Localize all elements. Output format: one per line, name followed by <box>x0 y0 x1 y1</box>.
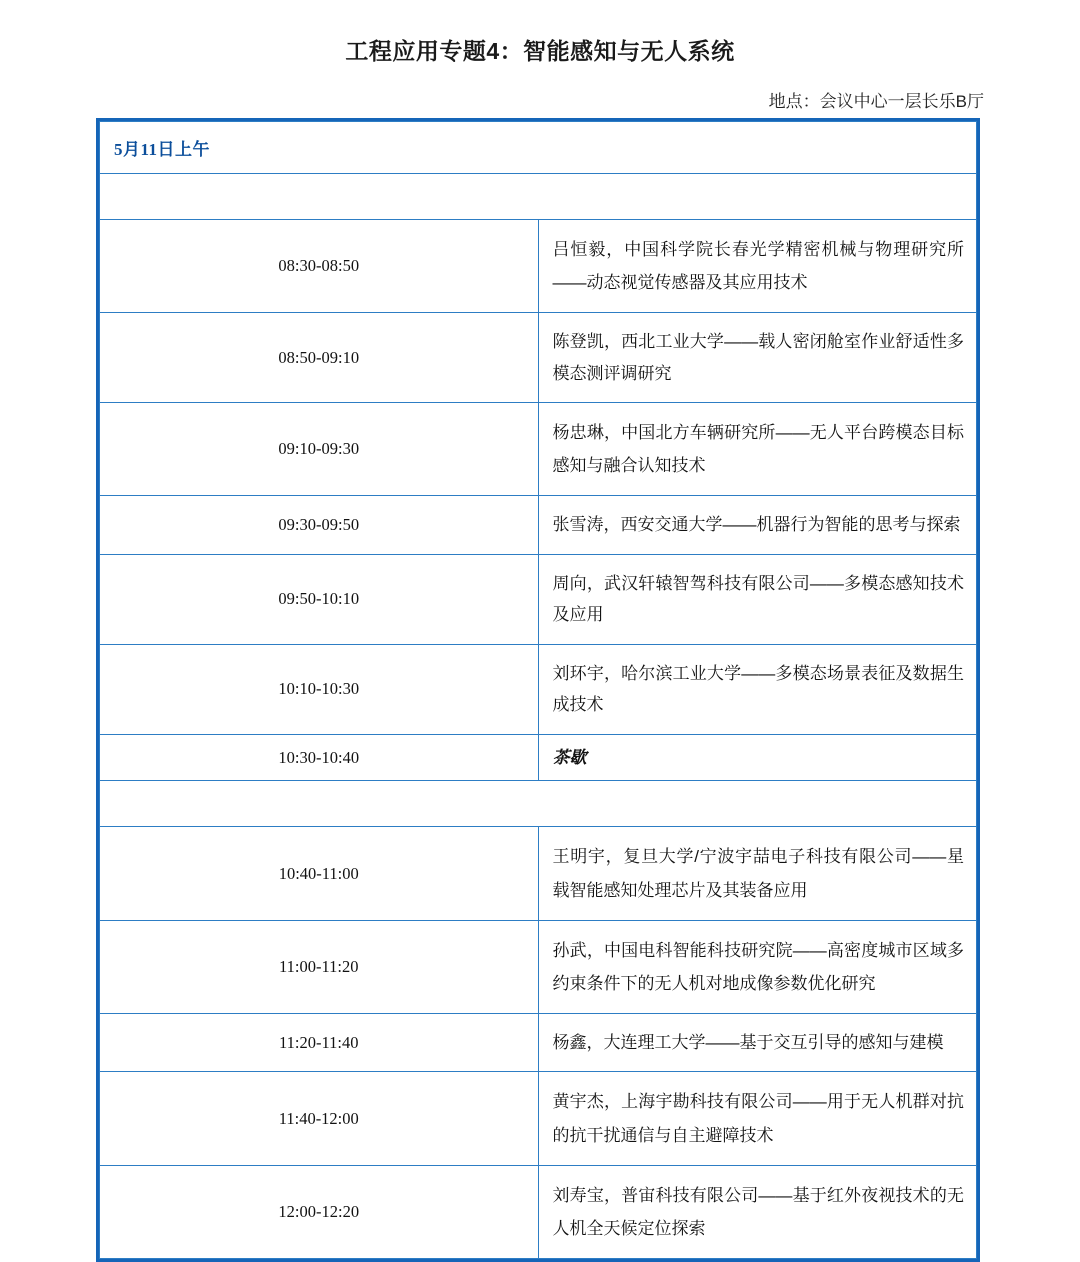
agenda-row-detail: 杨忠琳，中国北方车辆研究所——无人平台跨模态目标感知与融合认知技术 <box>538 403 977 496</box>
agenda-row-detail: 吕恒毅，中国科学院长春光学精密机械与物理研究所——动态视觉传感器及其应用技术 <box>538 220 977 313</box>
agenda-row <box>100 313 977 403</box>
session-header-label: Session2：智能感知与无人系统 II，主持人：吕恒毅 <box>100 781 977 827</box>
agenda-row <box>100 220 977 313</box>
agenda-row <box>100 1072 977 1165</box>
agenda-row-detail: 周向，武汉轩辕智驾科技有限公司——多模态感知技术及应用 <box>538 554 977 644</box>
agenda-row-time: 10:40-11:00 <box>100 827 539 920</box>
agenda-row-time: 09:10-09:30 <box>100 403 539 496</box>
agenda-row <box>100 1165 977 1258</box>
agenda-row-detail: 陈登凯，西北工业大学——载人密闭舱室作业舒适性多模态测评调研究 <box>538 313 977 403</box>
agenda-row-time: 09:30-09:50 <box>100 496 539 554</box>
agenda-row-detail: 刘环宇，哈尔滨工业大学——多模态场景表征及数据生成技术 <box>538 644 977 734</box>
agenda-row <box>100 644 977 734</box>
agenda-table <box>99 121 977 1259</box>
date-banner-row <box>100 122 977 174</box>
tea-break-row <box>100 734 977 781</box>
agenda-row-time: 11:20-11:40 <box>100 1013 539 1071</box>
session-header-row <box>100 781 977 827</box>
agenda-row-time: 12:00-12:20 <box>100 1165 539 1258</box>
venue-label: 地点：会议中心一层长乐B厅 <box>768 91 984 111</box>
agenda-row-time: 09:50-10:10 <box>100 554 539 644</box>
agenda-row-time: 11:00-11:20 <box>100 920 539 1013</box>
agenda-row-detail: 杨鑫，大连理工大学——基于交互引导的感知与建模 <box>538 1013 977 1071</box>
agenda-row-detail: 王明宇，复旦大学/宁波宇喆电子科技有限公司——星载智能感知处理芯片及其装备应用 <box>538 827 977 920</box>
date-banner-label: 5月11日上午 <box>100 122 977 174</box>
agenda-table-body <box>100 122 977 1259</box>
agenda-row-detail: 黄宇杰，上海宇勘科技有限公司——用于无人机群对抗的抗干扰通信与自主避障技术 <box>538 1072 977 1165</box>
agenda-row <box>100 403 977 496</box>
agenda-row <box>100 1013 977 1071</box>
agenda-row-time: 08:30-08:50 <box>100 220 539 313</box>
page-title: 工程应用专题4：智能感知与无人系统 <box>345 38 735 64</box>
agenda-row-detail: 刘寿宝，普宙科技有限公司——基于红外夜视技术的无人机全天候定位探索 <box>538 1165 977 1258</box>
agenda-row-time: 10:30-10:40 <box>100 734 539 781</box>
agenda-table-container <box>96 118 980 1262</box>
agenda-row-time: 10:10-10:30 <box>100 644 539 734</box>
agenda-row-detail: 孙武，中国电科智能科技研究院——高密度城市区域多约束条件下的无人机对地成像参数优化研究 <box>538 920 977 1013</box>
tea-break-label: 茶歇 <box>538 734 977 781</box>
agenda-row <box>100 827 977 920</box>
session-header-label: Session1：智能感知与无人系统 I，主持人：姜雨彤 <box>100 174 977 220</box>
agenda-row <box>100 554 977 644</box>
agenda-row-detail: 张雪涛，西安交通大学——机器行为智能的思考与探索 <box>538 496 977 554</box>
session-header-row <box>100 174 977 220</box>
agenda-row-time: 11:40-12:00 <box>100 1072 539 1165</box>
agenda-row <box>100 920 977 1013</box>
agenda-row-time: 08:50-09:10 <box>100 313 539 403</box>
agenda-row <box>100 496 977 554</box>
